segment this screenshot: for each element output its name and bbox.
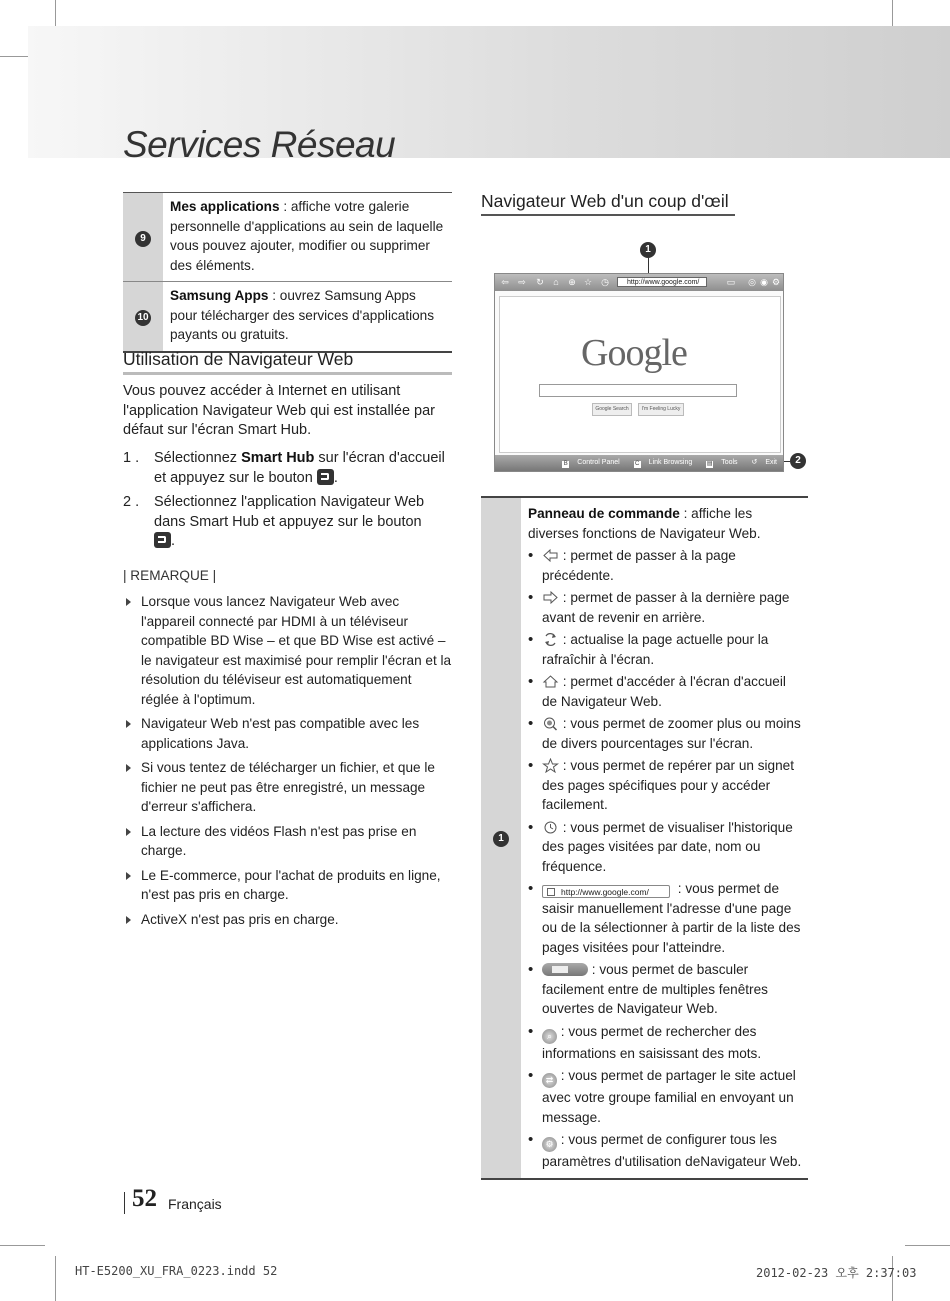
key-b-icon: B [563, 461, 568, 467]
refresh-icon [542, 632, 559, 647]
table-row [481, 497, 808, 1179]
home-icon [542, 674, 559, 689]
list-item [528, 588, 802, 627]
browser-page [499, 296, 781, 453]
item-text: : vous permet de rechercher des informations en saisissant des mots. [542, 1023, 762, 1061]
browser-toolbar [495, 274, 783, 291]
step-text-post: sur l'écran d'accueil et appuyez sur le bouton [154, 450, 445, 486]
section-rule [481, 214, 735, 216]
item-text: : permet de passer à la dernière page avant de revenir en arrière. [542, 590, 790, 625]
term-label: Mes applications [170, 199, 280, 214]
back-arrow-icon[interactable]: ⇦ [501, 277, 509, 287]
list-item [528, 714, 802, 753]
item-text: : vous permet de partager le site actuel avec votre groupe familial en envoyant un message. [542, 1068, 796, 1125]
step-bold: Smart Hub [241, 450, 315, 466]
panel-table [481, 496, 808, 1180]
feeling-lucky-button[interactable]: I'm Feeling Lucky [638, 403, 684, 416]
crop-mark [905, 1245, 950, 1246]
item-text: : vous permet de basculer facilement entre de multiples fenêtres ouvertes de Navigateur Web. [542, 962, 768, 1016]
remarque-item: Navigateur Web n'est pas compatible avec les applications Java. [123, 714, 453, 753]
step-number: 2 . [123, 494, 140, 510]
item-text: : permet de passer à la page précédente. [542, 548, 736, 583]
browser-screenshot [494, 273, 784, 472]
status-tools-label: Tools [721, 459, 738, 466]
forward-arrow-icon[interactable]: ⇨ [518, 277, 526, 287]
zoom-icon[interactable]: ⊕ [568, 277, 576, 287]
history-icon[interactable]: ◷ [601, 277, 609, 287]
step-2 [123, 493, 455, 552]
status-control-panel[interactable] [556, 459, 619, 466]
window-switch-icon[interactable]: ▭ [726, 277, 736, 287]
status-control-label: Control Panel [577, 459, 620, 466]
step-text-main: Sélectionnez l'application Navigateur Web dans Smart Hub et appuyez sur le bouton [154, 494, 425, 530]
remarque-item: La lecture des vidéos Flash n'est pas prise en charge. [123, 822, 453, 861]
footer-divider [124, 1192, 125, 1214]
status-link-label: Link Browsing [648, 459, 693, 466]
step-end: . [333, 469, 338, 486]
print-filename: HT-E5200_XU_FRA_0223.indd 52 [75, 1264, 278, 1278]
browser-url-field[interactable]: http://www.google.com/ [617, 277, 707, 287]
row-number-cell [123, 282, 163, 352]
google-search-field[interactable] [539, 384, 737, 397]
forward-arrow-icon [542, 590, 559, 605]
row-number-cell [481, 497, 521, 1179]
table-row [123, 193, 452, 282]
history-icon [542, 820, 559, 835]
search-icon: ⌕ [542, 1029, 557, 1044]
list-item [528, 1130, 802, 1172]
bookmark-star-icon [542, 758, 559, 773]
remarque-item: ActiveX n'est pas pris en charge. [123, 910, 453, 930]
url-field-icon: http://www.google.com/ [542, 885, 670, 898]
settings-icon: ⚙ [542, 1137, 557, 1152]
step-1 [123, 449, 455, 488]
list-item [528, 630, 802, 669]
term-label: Samsung Apps [170, 288, 269, 303]
step-text-pre: Sélectionnez [154, 450, 242, 466]
remarque-item: Lorsque vous lancez Navigateur Web avec l'appareil connecté par HDMI à un téléviseur compatible BD Wise – et que BD Wise est activé – le navigateur est maximisé pour remplir l'écran et la résolution du téléviseur est automatiquement réglée à l'optimum. [123, 592, 453, 709]
window-switch-icon [542, 963, 588, 976]
table-row [123, 282, 452, 352]
item-text: : actualise la page actuelle pour la rafraîchir à l'écran. [542, 632, 769, 667]
item-text: : permet d'accéder à l'écran d'accueil de Navigateur Web. [542, 674, 786, 709]
bookmark-star-icon[interactable]: ☆ [583, 277, 593, 287]
usage-intro: Vous pouvez accéder à Internet en utilisant l'application Navigateur Web qui est installée par défaut sur l'écran Smart Hub. [123, 383, 436, 438]
row-text-cell [521, 497, 808, 1179]
panel-feature-list [528, 546, 802, 1172]
number-badge: 9 [135, 231, 151, 247]
settings-icon[interactable]: ⚙ [771, 277, 781, 287]
row-text-cell [163, 282, 452, 352]
callout-line [648, 258, 649, 274]
item-text: : vous permet de saisir manuellement l'adresse d'une page ou de la sélectionner à partir de la liste des pages visitées pour l'atteindre. [542, 881, 801, 955]
step-end: . [171, 533, 176, 549]
status-exit-label: Exit [765, 459, 777, 466]
share-icon[interactable]: ◉ [760, 277, 768, 287]
share-icon: ⇄ [542, 1073, 557, 1088]
page-title: Services Réseau [123, 124, 396, 165]
status-labels [550, 458, 777, 468]
home-icon[interactable]: ⌂ [553, 277, 559, 287]
list-item [528, 818, 802, 877]
remarque-item: Si vous tentez de télécharger un fichier, et que le fichier ne peut pas être enregistré, un message d'erreur s'affichera. [123, 758, 453, 817]
status-exit[interactable] [746, 459, 778, 466]
remarque-heading: | REMARQUE | [123, 568, 217, 583]
crop-mark [55, 1256, 56, 1301]
glance-heading: Navigateur Web d'un coup d'œil [481, 191, 729, 211]
refresh-icon[interactable]: ↻ [536, 277, 544, 287]
term-desc: : ouvrez Samsung Apps pour télécharger des services d'applications payants ou gratuits. [170, 288, 435, 342]
callout-2: 2 [790, 453, 806, 469]
usage-heading: Utilisation de Navigateur Web [123, 349, 354, 369]
apps-table [123, 192, 452, 353]
panel-title: Panneau de commande [528, 506, 680, 521]
zoom-icon [542, 716, 559, 731]
row-number-cell [123, 193, 163, 282]
item-text: : vous permet de repérer par un signet des pages spécifiques pour y accéder facilement. [542, 758, 794, 812]
list-item [528, 756, 802, 815]
callout-1: 1 [640, 242, 656, 258]
list-item [528, 1066, 802, 1127]
number-badge: 1 [493, 831, 509, 847]
item-text: : vous permet de visualiser l'historique des pages visitées par date, nom ou fréquence. [542, 819, 793, 874]
status-link-browsing[interactable] [628, 459, 693, 466]
enter-button-icon [317, 469, 334, 485]
remarque-list [123, 592, 453, 934]
list-item [528, 672, 802, 711]
page-number: 52 [132, 1185, 157, 1212]
search-icon[interactable]: ◎ [748, 277, 756, 287]
browser-status-bar [495, 455, 783, 471]
step-text [154, 493, 455, 552]
list-item [528, 1022, 802, 1064]
item-text: : vous permet de zoomer plus ou moins de divers pourcentages sur l'écran. [542, 716, 801, 751]
list-item [528, 879, 802, 957]
step-number: 1 . [123, 450, 140, 466]
panel-title-desc: : affiche les diverses fonctions de Navigateur Web. [528, 506, 761, 541]
item-text: : vous permet de configurer tous les paramètres d'utilisation deNavigateur Web. [542, 1132, 802, 1169]
page-language: Français [168, 1196, 222, 1212]
tools-icon: ▤ [706, 461, 713, 467]
list-item [528, 960, 802, 1019]
key-c-icon: C [635, 461, 640, 467]
number-badge: 10 [135, 310, 151, 326]
print-timestamp: 2012-02-23 오후 2:37:03 [756, 1266, 917, 1280]
term-desc: : affiche votre galerie personnelle d'applications au sein de laquelle vous pouvez ajouter, modifier ou supprimer des éléments. [170, 199, 444, 273]
google-logo: Google [581, 332, 687, 374]
remarque-item: Le E-commerce, pour l'achat de produits en ligne, n'est pas pris en charge. [123, 866, 453, 905]
status-tools[interactable] [700, 459, 737, 466]
enter-button-icon [154, 532, 171, 548]
row-text-cell [163, 193, 452, 282]
list-item [528, 546, 802, 585]
section-rule [123, 372, 452, 375]
return-icon: ↺ [751, 459, 758, 466]
back-arrow-icon [542, 548, 559, 563]
step-text [154, 449, 455, 488]
crop-mark [0, 1245, 45, 1246]
google-search-button[interactable]: Google Search [592, 403, 632, 416]
